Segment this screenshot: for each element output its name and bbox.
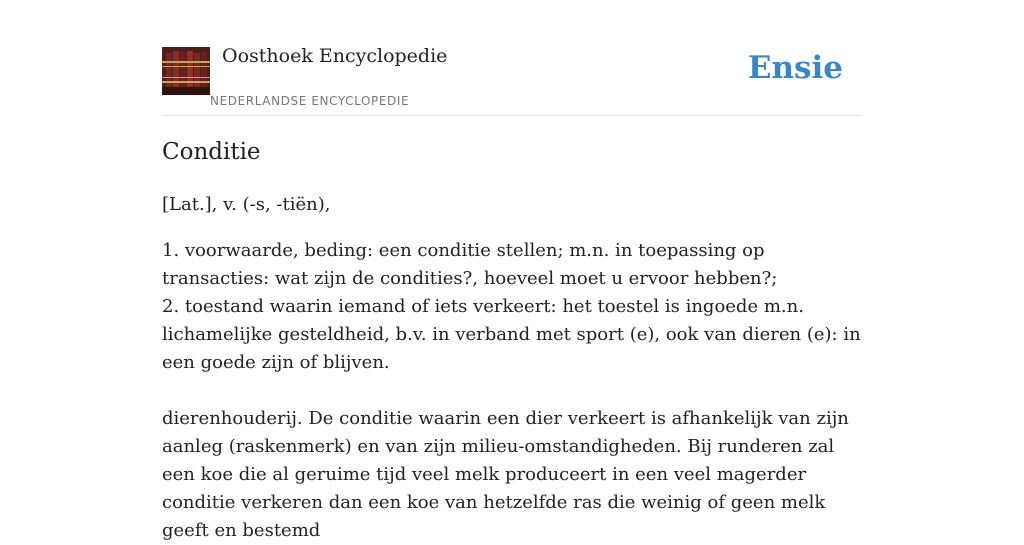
grammar-note: [Lat.], v. (-s, -tiën), (162, 194, 331, 215)
encyclopedia-books-icon (162, 47, 210, 95)
definition-1: 1. voorwaarde, beding: een conditie stellen; m.n. in toepassing op transacties: wat zijn de condities?, hoeveel moet u ervoor hebben?; (162, 240, 778, 289)
site-header (162, 0, 862, 116)
site-subtitle: NEDERLANDSE ENCYCLOPEDIE (210, 94, 410, 108)
definition-2: 2. toestand waarin iemand of iets verkeert: het toestel is ingoede m.n. lichamelijke gesteldheid, b.v. in verband met sport (e), ook van dieren (e): in een goede zijn of blijven. (162, 296, 861, 373)
paragraph-dierenhouderij: dierenhouderij. De conditie waarin een dier verkeert is afhankelijk van zijn aanleg (raskenmerk) en van zijn milieu-omstandigheden. Bij runderen zal een koe die al geruime tijd veel melk produceert in een veel magerder conditie verkeren dan een koe van hetzelfde ras die weinig of geen melk geeft en bestemd (162, 408, 849, 541)
site-logo[interactable] (162, 47, 210, 95)
content-container (162, 0, 862, 541)
site-title[interactable]: Oosthoek Encyclopedie (222, 45, 448, 67)
paragraph-gap (162, 377, 862, 405)
page-title: Conditie (162, 139, 261, 165)
entry-body (162, 191, 862, 545)
brand-logo[interactable]: Ensie (747, 50, 843, 86)
